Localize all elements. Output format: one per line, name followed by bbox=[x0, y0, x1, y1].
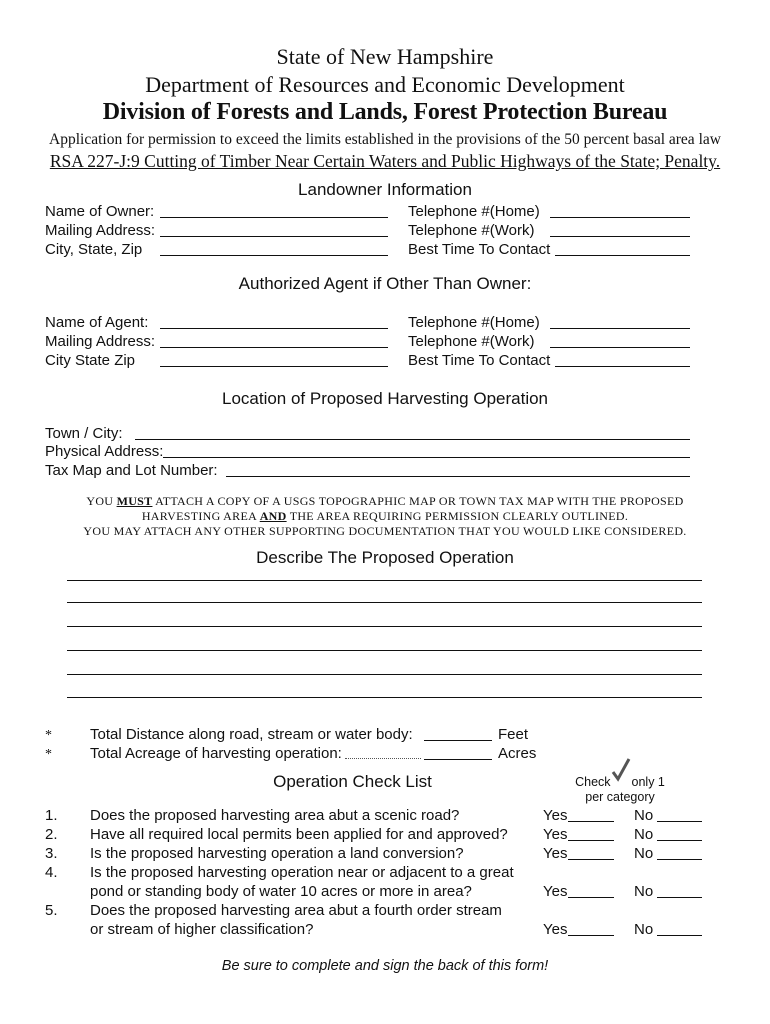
acreage-label: Total Acreage of harvesting operation: bbox=[90, 745, 342, 762]
item-2-yes-label: Yes bbox=[543, 826, 568, 843]
item-1-no-label: No bbox=[634, 807, 654, 824]
item-2-no-field[interactable] bbox=[657, 840, 702, 841]
item-4-no-field[interactable] bbox=[657, 897, 702, 898]
item-5-yes-label: Yes bbox=[543, 921, 568, 938]
agent-title: Authorized Agent if Other Than Owner: bbox=[238, 274, 532, 293]
agent-city-field[interactable] bbox=[160, 366, 388, 367]
agent-tel-home-field[interactable] bbox=[550, 328, 690, 329]
item-5-no-label: No bbox=[634, 921, 654, 938]
distance-field[interactable] bbox=[424, 740, 492, 741]
item-2-number: 2. bbox=[45, 826, 58, 843]
header-division: Division of Forests and Lands, Forest Protection Bureau bbox=[102, 99, 668, 125]
item-3-no-label: No bbox=[634, 845, 654, 862]
agent-tel-work-field[interactable] bbox=[550, 347, 690, 348]
header-state: State of New Hampshire bbox=[276, 44, 494, 69]
owner-mailing-field[interactable] bbox=[160, 236, 388, 237]
physical-address-field[interactable] bbox=[163, 457, 690, 458]
describe-line-2[interactable] bbox=[67, 602, 702, 603]
owner-city-field[interactable] bbox=[160, 255, 388, 256]
notice-line-3: YOU MAY ATTACH ANY OTHER SUPPORTING DOCUMENTATION THAT YOU WOULD LIKE CONSIDERED. bbox=[83, 524, 687, 538]
describe-title: Describe The Proposed Operation bbox=[256, 548, 514, 567]
item-4-text-cont: pond or standing body of water 10 acres or more in area? bbox=[90, 883, 472, 900]
item-4-yes-label: Yes bbox=[543, 883, 568, 900]
check-note bbox=[560, 772, 680, 805]
acreage-dotted-leader bbox=[345, 758, 421, 759]
notice-text-1a: YOU bbox=[86, 494, 117, 508]
check-note-a: Check bbox=[575, 775, 611, 789]
item-2-yes-field[interactable] bbox=[568, 840, 614, 841]
acreage-field[interactable] bbox=[424, 759, 492, 760]
owner-best-time-field[interactable] bbox=[555, 255, 690, 256]
owner-name-field[interactable] bbox=[160, 217, 388, 218]
owner-tel-home-field[interactable] bbox=[550, 217, 690, 218]
notice-text-1b: ATTACH A COPY OF A USGS TOPOGRAPHIC MAP OR TOWN TAX MAP WITH THE PROPOSED bbox=[152, 494, 684, 508]
owner-tel-home-label: Telephone #(Home) bbox=[408, 203, 540, 220]
agent-name-label: Name of Agent: bbox=[45, 314, 149, 331]
footer-note: Be sure to complete and sign the back of this form! bbox=[221, 958, 549, 974]
item-3-text: Is the proposed harvesting operation a land conversion? bbox=[90, 845, 464, 862]
check-note-c: per category bbox=[585, 790, 655, 804]
distance-unit: Feet bbox=[498, 726, 529, 743]
item-3-no-field[interactable] bbox=[657, 859, 702, 860]
agent-name-field[interactable] bbox=[160, 328, 388, 329]
describe-line-3[interactable] bbox=[67, 626, 702, 627]
item-2-no-label: No bbox=[634, 826, 654, 843]
item-1-yes-field[interactable] bbox=[568, 821, 614, 822]
town-field[interactable] bbox=[135, 439, 690, 440]
header-rsa: RSA 227-J:9 Cutting of Timber Near Certain Waters and Public Highways of the State; Penalty. bbox=[49, 151, 721, 171]
item-3-number: 3. bbox=[45, 845, 58, 862]
notice-text-2a: HARVESTING AREA bbox=[141, 509, 260, 523]
item-2-text: Have all required local permits been applied for and approved? bbox=[90, 826, 508, 843]
bullet-acreage: * bbox=[45, 747, 52, 762]
owner-city-label: City, State, Zip bbox=[45, 241, 143, 258]
notice-text-2b: THE AREA REQUIRING PERMISSION CLEARLY OUTLINED. bbox=[286, 509, 629, 523]
describe-line-6[interactable] bbox=[67, 697, 702, 698]
item-4-text: Is the proposed harvesting operation near or adjacent to a great bbox=[90, 864, 514, 881]
owner-tel-work-label: Telephone #(Work) bbox=[408, 222, 535, 239]
item-3-yes-field[interactable] bbox=[568, 859, 614, 860]
agent-mailing-label: Mailing Address: bbox=[45, 333, 156, 350]
describe-line-5[interactable] bbox=[67, 674, 702, 675]
location-title: Location of Proposed Harvesting Operation bbox=[221, 389, 549, 408]
acreage-unit: Acres bbox=[498, 745, 537, 762]
describe-line-4[interactable] bbox=[67, 650, 702, 651]
bullet-distance: * bbox=[45, 728, 52, 743]
describe-line-1[interactable] bbox=[67, 580, 702, 581]
notice-must: MUST bbox=[116, 494, 153, 508]
item-5-yes-field[interactable] bbox=[568, 935, 614, 936]
item-1-yes-label: Yes bbox=[543, 807, 568, 824]
agent-city-label: City State Zip bbox=[45, 352, 136, 369]
checklist-title: Operation Check List bbox=[273, 772, 432, 791]
notice-line-1 bbox=[0, 494, 770, 509]
item-4-number: 4. bbox=[45, 864, 58, 881]
town-label: Town / City: bbox=[45, 425, 123, 442]
agent-tel-home-label: Telephone #(Home) bbox=[408, 314, 540, 331]
check-note-b: only 1 bbox=[631, 775, 665, 789]
header-application: Application for permission to exceed the limits established in the provisions of the 50 percent basal area law bbox=[49, 131, 721, 148]
agent-mailing-field[interactable] bbox=[160, 347, 388, 348]
item-5-text: Does the proposed harvesting area abut a fourth order stream bbox=[90, 902, 502, 919]
item-4-no-label: No bbox=[634, 883, 654, 900]
owner-best-time-label: Best Time To Contact bbox=[408, 241, 551, 258]
agent-best-time-label: Best Time To Contact bbox=[408, 352, 551, 369]
tax-map-field[interactable] bbox=[226, 476, 690, 477]
notice-and: AND bbox=[259, 509, 287, 523]
item-1-text: Does the proposed harvesting area abut a scenic road? bbox=[90, 807, 460, 824]
agent-best-time-field[interactable] bbox=[555, 366, 690, 367]
item-1-no-field[interactable] bbox=[657, 821, 702, 822]
tax-map-label: Tax Map and Lot Number: bbox=[45, 462, 218, 479]
agent-tel-work-label: Telephone #(Work) bbox=[408, 333, 535, 350]
notice-line-2 bbox=[0, 509, 770, 524]
item-5-no-field[interactable] bbox=[657, 935, 702, 936]
landowner-title: Landowner Information bbox=[298, 180, 472, 199]
owner-name-label: Name of Owner: bbox=[45, 203, 155, 220]
physical-address-label: Physical Address: bbox=[45, 443, 164, 460]
distance-label: Total Distance along road, stream or water body: bbox=[90, 726, 413, 743]
item-3-yes-label: Yes bbox=[543, 845, 568, 862]
header-department: Department of Resources and Economic Development bbox=[145, 72, 625, 97]
owner-mailing-label: Mailing Address: bbox=[45, 222, 156, 239]
checkmark-icon bbox=[614, 772, 628, 786]
item-5-text-cont: or stream of higher classification? bbox=[90, 921, 314, 938]
item-5-number: 5. bbox=[45, 902, 58, 919]
owner-tel-work-field[interactable] bbox=[550, 236, 690, 237]
item-1-number: 1. bbox=[45, 807, 58, 824]
item-4-yes-field[interactable] bbox=[568, 897, 614, 898]
